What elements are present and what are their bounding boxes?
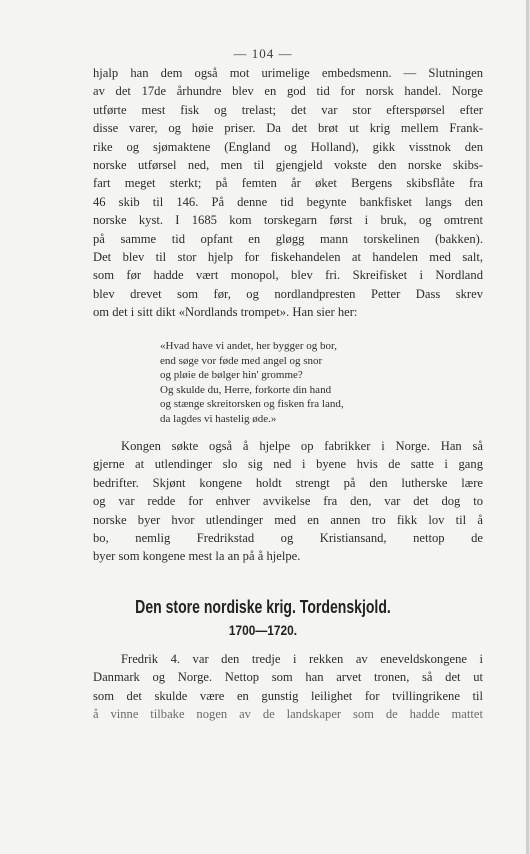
text-line: norske byer hvor utlendinger med en annen tro fikk lov til å — [93, 512, 483, 527]
text-line: om det i sitt dikt «Nordlands trompet». Han sier her: — [93, 305, 358, 320]
text-line: disse varer, og høie priser. Da det brøt ut krig mellem Frank- — [93, 121, 483, 136]
paragraph-1 — [93, 64, 483, 322]
text-line: bedrifter. Skjønt kongene holdt strengt på den lutherske lære — [93, 475, 483, 490]
text-line: Fredrik 4. var den tredje i rekken av eneveldskongene i — [121, 652, 483, 666]
text-line: utførte mest fisk og trelast; det var stor efterspørsel efter — [93, 102, 483, 117]
section-years: 1700—1720. — [228, 622, 298, 638]
text-line: Det blev til stor hjelp for fiskehandelen at handelen med salt, — [93, 250, 483, 265]
text-line: Kongen søkte også å hjelpe op fabrikker i Norge. Han så — [121, 439, 483, 453]
text-line: og var redde for enhver avvikelse fra den, var det dog to — [93, 494, 483, 509]
text-line: norske utførsel ned, men til gjengjeld vokste den norske skibs- — [93, 158, 483, 173]
paragraph-3 — [93, 650, 483, 724]
text-line: fart meget sterkt; på femten år øket Bergens skibsflåte fra — [93, 176, 483, 191]
poem-line: og pløie de bølger hin' gromme? — [160, 369, 303, 382]
text-line: Danmark og Norge. Nettop som han arvet tronen, så det ut — [93, 670, 483, 685]
text-line: av det 17de århundre blev en god tid for norsk handel. Norge — [93, 84, 483, 99]
poem-line: end søge vor føde med angel og snor — [160, 354, 323, 367]
text-line: som det skulde være en gunstig leilighet for tvillingrikene til — [93, 688, 483, 703]
text-line: gjerne at utlendinger slo sig ned i byene hvis de satte i gang — [93, 457, 483, 472]
poem-line: og stænge skreitorsken og fisken fra land, — [160, 398, 344, 411]
text-line: bo, nemlig Fredrikstad og Kristiansand, nettop de — [93, 531, 483, 546]
poem-line: «Hvad have vi andet, her bygger og bor, — [160, 340, 338, 352]
poem-quote — [160, 339, 450, 427]
poem-line: Og skulde du, Herre, forkorte din hand — [160, 383, 332, 396]
section-heading: Den store nordiske krig. Tordenskjold. — [135, 597, 391, 617]
text-line: 46 skib til 146. På denne tid begynte bankfisket langs den — [93, 194, 483, 209]
text-line: byer som kongene mest la an på å hjelpe. — [93, 549, 301, 564]
poem-line: da lagdes vi hastelig øde.» — [160, 412, 277, 425]
text-line: å vinne tilbake nogen av de landskaper som de hadde mattet — [93, 707, 483, 722]
text-line: blev drevet som før, og nordlandpresten Petter Dass skrev — [93, 286, 483, 301]
text-line: hjalp han dem også mot urimelige embedsmenn. — Slutningen — [93, 66, 483, 80]
page-number: — 104 — — [233, 46, 293, 61]
text-line: på samme tid opfant en gløgg mann torskelinen (bakken). — [93, 231, 483, 246]
text-line: rike og sjømaktene (England og Holland), gikk visstnok den — [93, 139, 483, 154]
text-line: norske kyst. I 1685 kom torskegarn først i bruk, og omtrent — [93, 213, 483, 228]
paragraph-2 — [93, 437, 483, 566]
text-line: som før hadde vært monopol, blev fri. Skreifisket i Nordland — [93, 268, 483, 283]
